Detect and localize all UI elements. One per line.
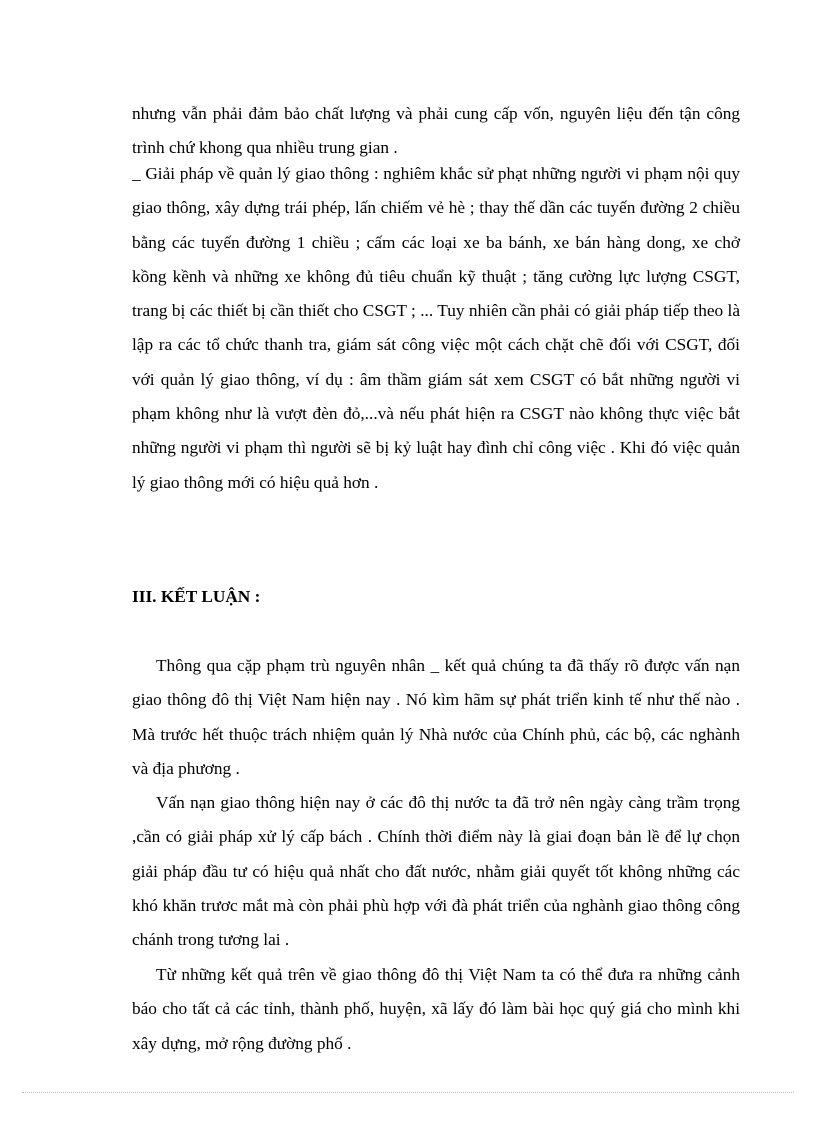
- paragraph-conclusion-2: Vấn nạn giao thông hiện nay ở các đô thị nước ta đã trở nên ngày càng trầm trọng ,cần có giải pháp xử lý cấp bách . Chính thời điểm này là giai đoạn bản lề để lự chọn giải pháp đầu tư có hiệu quả nhất cho đất nước, nhằm giải quyết tốt không những các khó khăn trươc mắt mà còn phải phù hợp với đà phát triển của nghành giao thông công chánh trong tương lai .: [132, 793, 740, 950]
- paragraph-continuation: nhưng vẫn phải đảm bảo chất lượng và phải cung cấp vốn, nguyên liệu đến tận công trình chứ khong qua nhiều trung gian .: [132, 104, 740, 158]
- paragraph-conclusion-3: Từ những kết quả trên về giao thông đô thị Việt Nam ta có thể đưa ra những cảnh báo cho tất cả các tỉnh, thành phố, huyện, xã lấy đó làm bài học quý giá cho mình khi xây dựng, mở rộng đường phố .: [132, 965, 740, 1053]
- page-bottom-divider: [22, 1092, 794, 1093]
- paragraph-traffic-management-solution: _ Giải pháp về quản lý giao thông : nghiêm khắc sử phạt những người vi phạm nội quy giao thông, xây dựng trái phép, lấn chiếm vẻ hè ; thay thế dần các tuyến đường 2 chiều bằng các tuyến đường 1 chiều ; cấm các loại xe ba bánh, xe bán hàng dong, xe chở kồng kềnh và những xe không đủ tiêu chuẩn kỹ thuật ; tăng cường lực lượng CSGT, trang bị các thiết bị cần thiết cho CSGT ; ... Tuy nhiên cần phải có giải pháp tiếp theo là lập ra các tổ chức thanh tra, giám sát công việc một cách chặt chẽ đối với CSGT, đối với quản lý giao thông, ví dụ : âm thầm giám sát xem CSGT có bắt những người vi phạm không như là vượt đèn đỏ,...và nếu phát hiện ra CSGT nào không thực việc bắt những người vi phạm thì người sẽ bị kỷ luật hay đình chỉ công việc . Khi đó việc quản lý giao thông mới có hiệu quả hơn .: [132, 164, 740, 492]
- section-heading-conclusion: III. KẾT LUẬN :: [132, 587, 261, 606]
- paragraph-conclusion-1: Thông qua cặp phạm trù nguyên nhân _ kết quả chúng ta đã thấy rõ được vấn nạn giao thông đô thị Việt Nam hiện nay . Nó kìm hãm sự phát triển kinh tế như thế nào . Mà trước hết thuộc trách nhiệm quản lý Nhà nước của Chính phủ, các bộ, các nghành và địa phương .: [132, 656, 740, 778]
